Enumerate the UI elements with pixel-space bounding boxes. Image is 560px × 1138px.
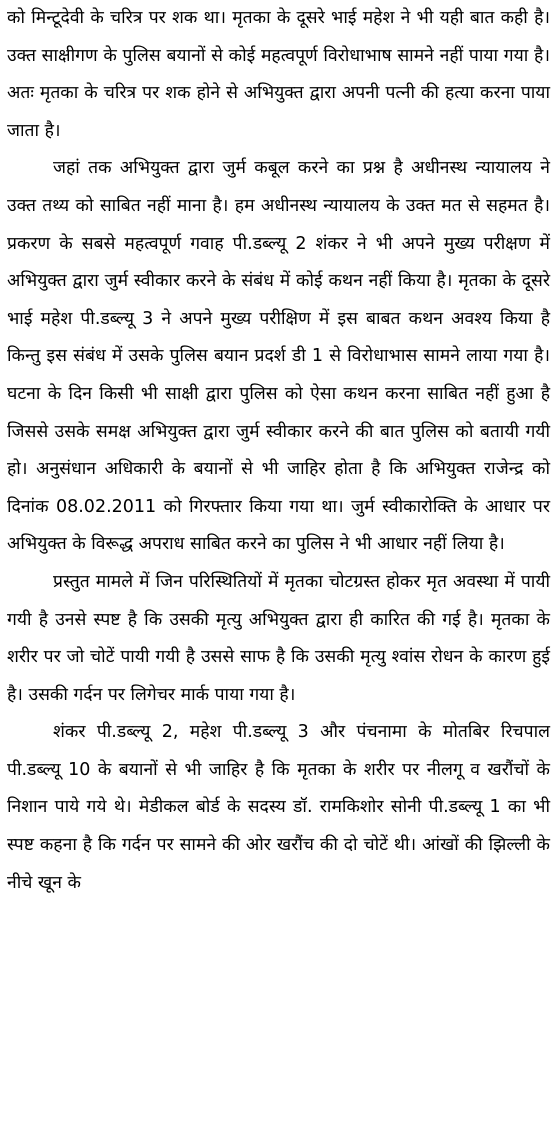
paragraph-2: जहां तक अभियुक्त द्वारा जुर्म कबूल करने का प्रश्न है अधीनस्थ न्यायालय ने उक्त तथ्य को साबित नहीं माना है। हम अधीनस्थ न्यायालय के उक्त मत से सहमत है। प्रकरण के सबसे महत्वपूर्ण गवाह पी.डब्ल्यू 2 शंकर ने भी अपने मुख्य परीक्षण में अभियुक्त द्वारा जुर्म स्वीकार करने के संबंध में कोई कथन नहीं किया है। मृतका के दूसरे भाई महेश पी.डब्ल्यू 3 ने अपने मुख्य परीक्षिण में इस बाबत कथन अवश्य किया है किन्तु इस संबंध में उसके पुलिस बयान प्रदर्श डी 1 से विरोधाभास सामने लाया गया है। घटना के दिन किसी भी साक्षी द्वारा पुलिस को ऐसा कथन करना साबित नहीं हुआ है जिससे उसके समक्ष अभियुक्त द्वारा जुर्म स्वीकार करने की बात पुलिस को बतायी गयी हो। अनुसंधान अधिकारी के बयानों से भी जाहिर होता है कि अभियुक्त राजेन्द्र को दिनांक 08.02.2011 को गिरफ्तार किया गया था। जुर्म स्वीकारोक्ति के आधार पर अभियुक्त के विरूद्ध अपराध साबित करने का पुलिस ने भी आधार नहीं लिया है। bbox=[7, 158, 550, 555]
paragraph-4: शंकर पी.डब्ल्यू 2, महेश पी.डब्ल्यू 3 और पंचनामा के मोतबिर रिचपाल पी.डब्ल्यू 10 के बयानों से भी जाहिर है कि मृतका के शरीर पर नीलगू व खरौंचों के निशान पाये गये थे। मेडीकल बोर्ड के सदस्य डॉ. रामकिशोर सोनी पी.डब्ल्यू 1 का भी स्पष्ट कहना है कि गर्दन पर सामने की ओर खरौंच की दो चोटें थी। आंखों की झिल्ली के नीचे खून के bbox=[7, 722, 550, 893]
paragraph-1: को मिन्टूदेवी के चरित्र पर शक था। मृतका के दूसरे भाई महेश ने भी यही बात कही है। उक्त साक्षीगण के पुलिस बयानों से कोई महत्वपूर्ण विरोधाभाष सामने नहीं पाया गया है। अतः मृतका के चरित्र पर शक होने से अभियुक्त द्वारा अपनी पत्नी की हत्या करना पाया जाता है। bbox=[7, 8, 550, 141]
paragraph-3: प्रस्तुत मामले में जिन परिस्थितियों में मृतका चोटग्रस्त होकर मृत अवस्था में पायी गयी है उनसे स्पष्ट है कि उसकी मृत्यु अभियुक्त द्वारा ही कारित की गई है। मृतका के शरीर पर जो चोटें पायी गयी है उससे साफ है कि उसकी मृत्यु श्वांस रोधन के कारण हुई है। उसकी गर्दन पर लिगेचर मार्क पाया गया है। bbox=[7, 571, 550, 705]
